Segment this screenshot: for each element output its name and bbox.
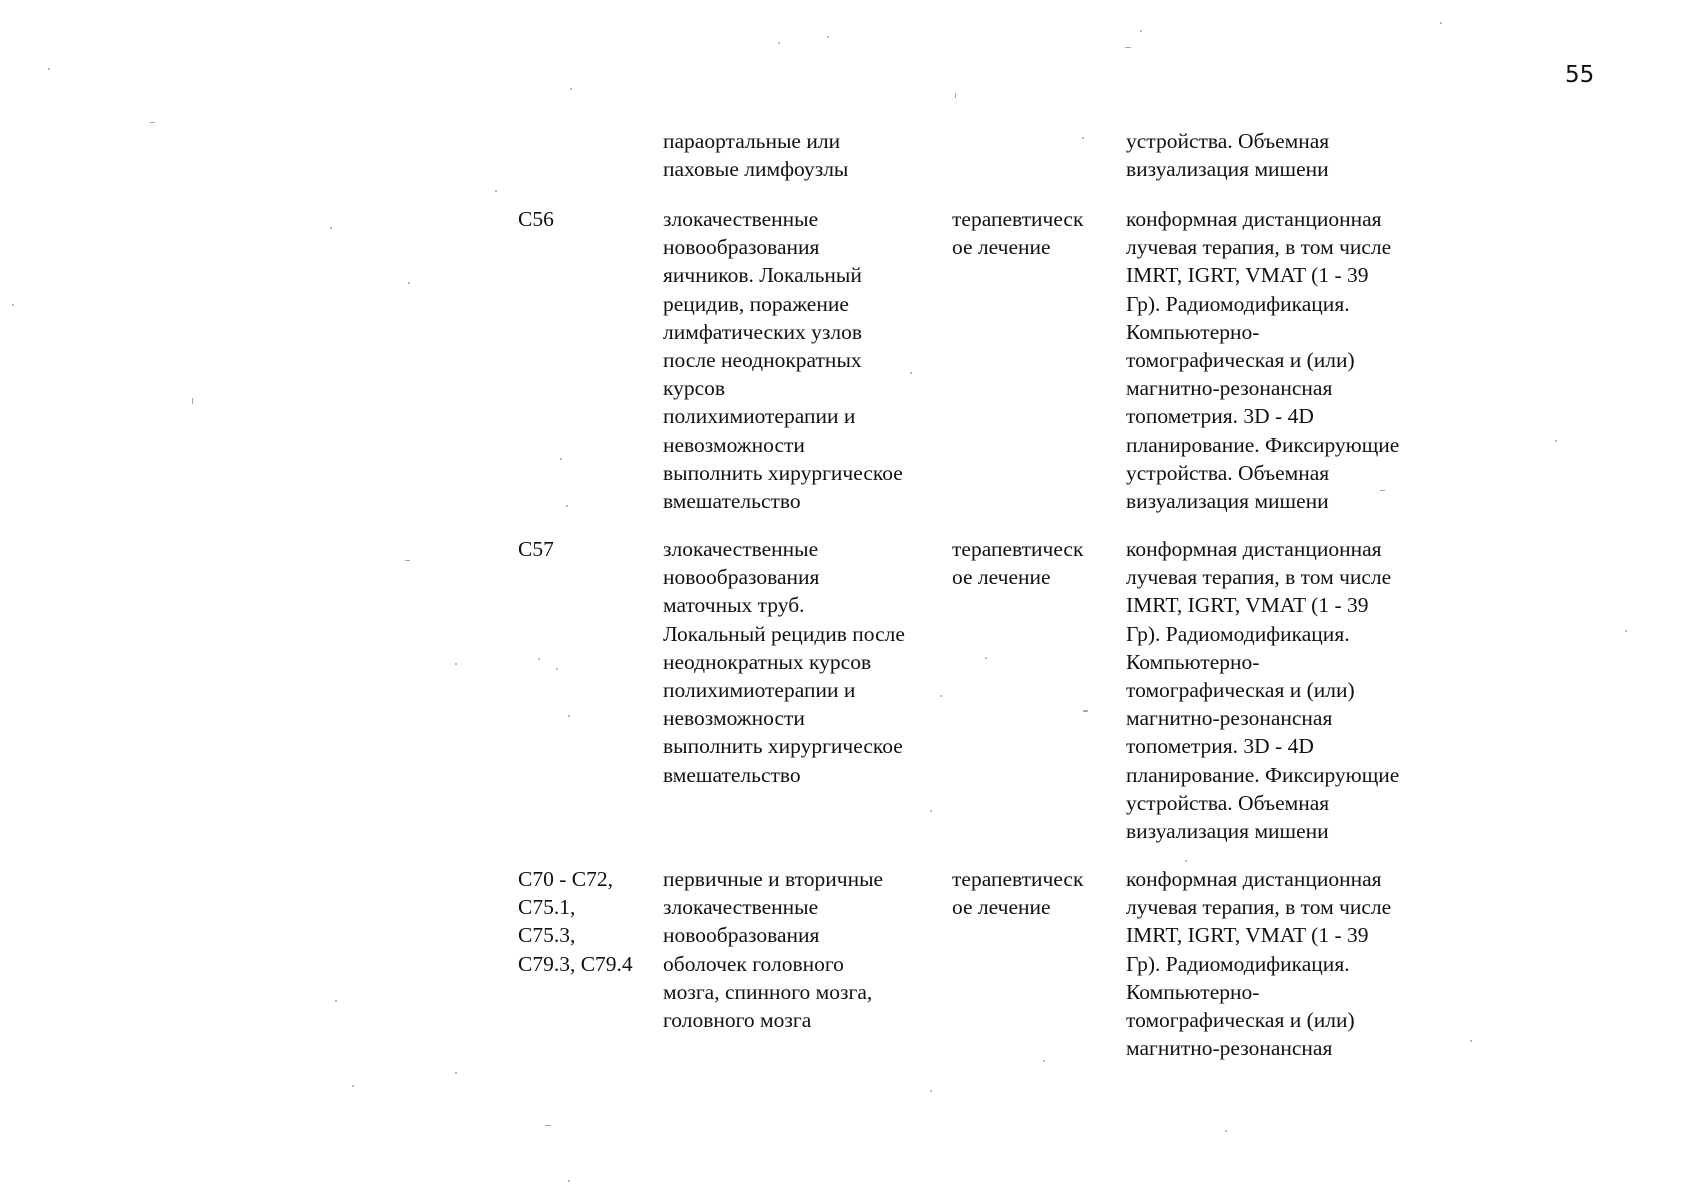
disease-description-cell: параортальные или паховые лимфоузлы — [663, 129, 849, 182]
page-number: 55 — [1565, 62, 1595, 88]
diagnosis-code-cell: C56 — [518, 207, 554, 231]
disease-description-cell: первичные и вторичные злокачественные новообразования оболочек головного мозга, спинного мозга, головного мозга — [663, 867, 884, 1033]
table-row — [518, 535, 1458, 865]
disease-description-cell: злокачественные новообразования яичников. Локальный рецидив, поражение лимфатических узлов после неоднократных курсов полихимиотерапии и невозможности выполнить хирургическое вмешательство — [663, 207, 903, 514]
treatment-method-cell: конформная дистанционная лучевая терапия, в том числе IMRT, IGRT, VMAT (1 - 39 Гр). Радиомодификация. Компьютерно- томографическая и (или) магнитно-резонансная — [1126, 867, 1392, 1061]
diagnosis-code-cell: C70 - C72, C75.1, C75.3, C79.3, C79.4 — [518, 867, 633, 976]
treatment-method-cell: конформная дистанционная лучевая терапия, в том числе IMRT, IGRT, VMAT (1 - 39 Гр). Радиомодификация. Компьютерно- томографическая и (или) магнитно-резонансная топометрия. 3D - 4D планирование. Фиксирующие устройства. Объемная визуализация мишени — [1126, 207, 1400, 514]
table-row — [518, 127, 1458, 205]
diagnosis-code-cell: C57 — [518, 537, 554, 561]
treatment-type-cell: терапевтическ ое лечение — [952, 207, 1084, 260]
treatment-method-cell: устройства. Объемная визуализация мишени — [1126, 129, 1330, 182]
treatment-type-cell: терапевтическ ое лечение — [952, 537, 1084, 590]
treatment-type-cell: терапевтическ ое лечение — [952, 867, 1084, 920]
table-row — [518, 205, 1458, 535]
medical-procedures-table — [518, 127, 1458, 1085]
table-row — [518, 865, 1458, 1085]
treatment-method-cell: конформная дистанционная лучевая терапия, в том числе IMRT, IGRT, VMAT (1 - 39 Гр). Радиомодификация. Компьютерно- томографическая и (или) магнитно-резонансная топометрия. 3D - 4D планирование. Фиксирующие устройства. Объемная визуализация мишени — [1126, 537, 1400, 844]
disease-description-cell: злокачественные новообразования маточных труб. Локальный рецидив после неоднократных курсов полихимиотерапии и невозможности выполнить хирургическое вмешательство — [663, 537, 905, 787]
